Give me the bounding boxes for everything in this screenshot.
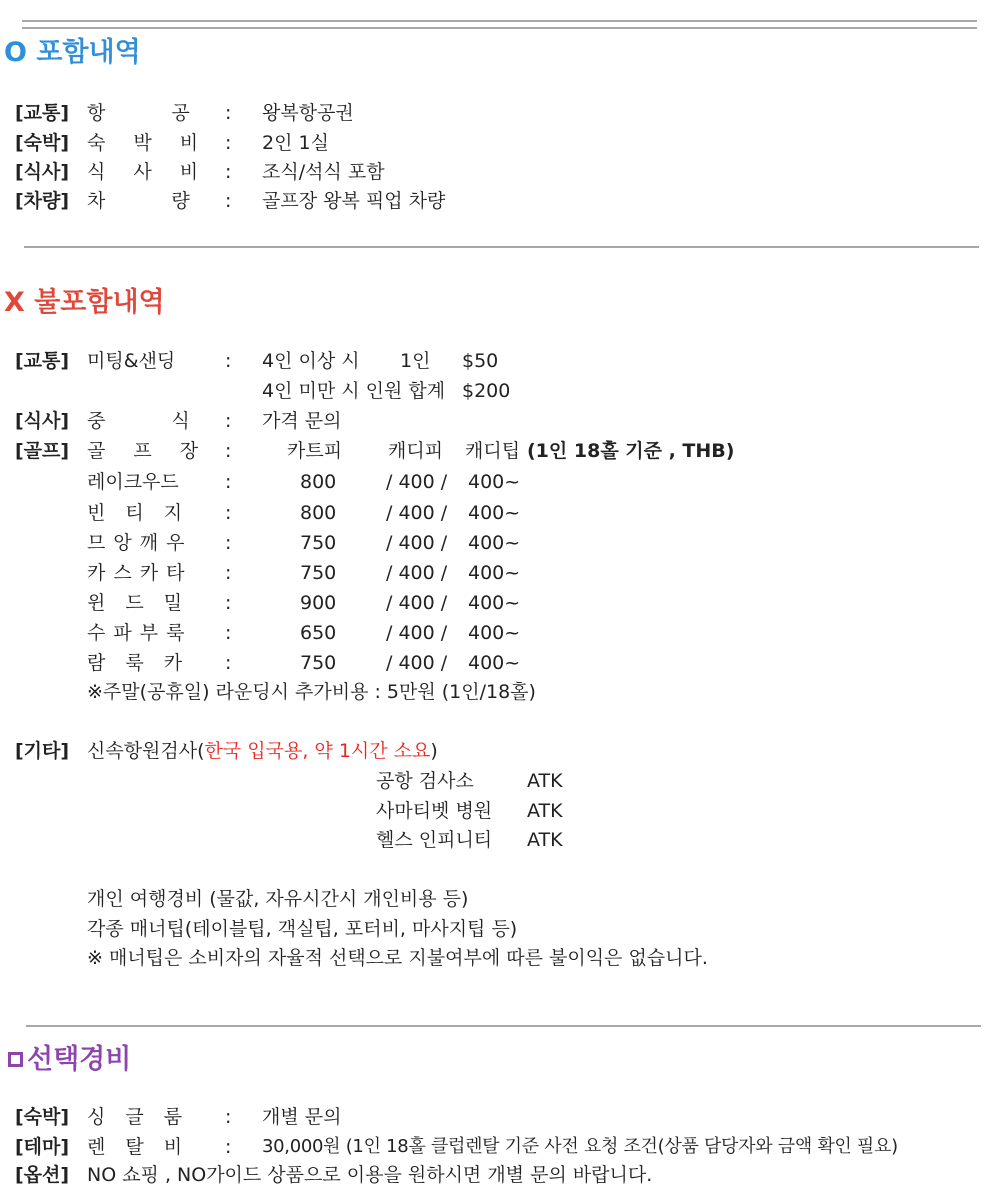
course-caddie-tip: 400~ <box>468 532 521 554</box>
colon: : <box>225 622 232 644</box>
course-cart-fee: 750 <box>300 652 337 674</box>
colon: : <box>225 471 232 493</box>
section-rule <box>24 246 979 248</box>
course-caddie-fee: / 400 / <box>386 471 448 493</box>
course-cart-fee: 650 <box>300 622 337 644</box>
course-caddie-tip: 400~ <box>468 471 521 493</box>
course-caddie-fee: / 400 / <box>386 592 448 614</box>
golf-col-tip: 캐디팁 <box>465 440 521 462</box>
excluded-tag: [골프] <box>15 440 70 462</box>
included-value: 왕복항공권 <box>262 102 354 124</box>
optional-item: 싱 글 룸 <box>87 1106 183 1128</box>
colon: : <box>225 410 232 432</box>
included-item: 항 공 <box>87 102 190 124</box>
course-cart-fee: 750 <box>300 532 337 554</box>
course-name: 레이크우드 <box>87 471 179 493</box>
test-place-name: 사마티벳 병원 <box>376 800 493 822</box>
golf-col-caddie: 캐디피 <box>388 440 444 462</box>
test-place-name: 공항 검사소 <box>376 770 474 792</box>
transport-price-1: $50 <box>462 350 499 372</box>
colon: : <box>225 161 232 183</box>
course-caddie-tip: 400~ <box>468 622 521 644</box>
course-name: 람 룩 카 <box>87 652 183 674</box>
included-item: 차 량 <box>87 190 190 212</box>
course-cart-fee: 800 <box>300 471 337 493</box>
golf-item: 골 프 장 <box>87 440 199 462</box>
course-name: 수 파 부 룩 <box>87 622 185 644</box>
course-caddie-tip: 400~ <box>468 562 521 584</box>
transport-price-2: $200 <box>462 380 511 402</box>
colon: : <box>225 190 232 212</box>
other-note: 각종 매너팁(테이블팁, 객실팁, 포터비, 마사지팁 등) <box>87 918 518 940</box>
included-item: 식 사 비 <box>87 161 199 183</box>
colon: : <box>225 440 232 462</box>
course-name: 윈 드 밀 <box>87 592 183 614</box>
optional-item: 렌 탈 비 <box>87 1136 183 1158</box>
excluded-tag: [교통] <box>15 350 70 372</box>
weekend-surcharge-note: ※주말(공휴일) 라운딩시 추가비용 : 5만원 (1인/18홀) <box>87 681 536 703</box>
other-note: 개인 여행경비 (물값, 자유시간시 개인비용 등) <box>87 888 469 910</box>
included-value: 골프장 왕복 픽업 차량 <box>262 190 446 212</box>
top-rule-1 <box>22 20 977 22</box>
section-rule <box>26 1025 981 1027</box>
course-cart-fee: 750 <box>300 562 337 584</box>
colon: : <box>225 592 232 614</box>
test-place-type: ATK <box>527 829 563 851</box>
included-tag: [교통] <box>15 102 70 124</box>
test-place-type: ATK <box>527 770 563 792</box>
colon: : <box>225 1136 232 1158</box>
included-title: O 포함내역 <box>4 37 141 68</box>
optional-value: 30,000원 (1인 18홀 클럽렌탈 기준 사전 요청 조건(상품 담당자와 금액 확인 필요) <box>262 1136 898 1157</box>
transport-cond-1: 4인 이상 시 <box>262 350 360 372</box>
course-caddie-tip: 400~ <box>468 592 521 614</box>
excluded-tag: [기타] <box>15 740 70 762</box>
rapid-test-label: 신속항원검사( <box>87 740 205 762</box>
course-name: 빈 티 지 <box>87 502 183 524</box>
course-caddie-fee: / 400 / <box>386 502 448 524</box>
course-caddie-fee: / 400 / <box>386 652 448 674</box>
rapid-test-close: ) <box>430 740 438 762</box>
optional-tag: [옵션] <box>15 1164 70 1186</box>
rapid-test-line <box>87 740 438 762</box>
included-tag: [숙박] <box>15 132 70 154</box>
course-caddie-fee: / 400 / <box>386 622 448 644</box>
excluded-tag: [식사] <box>15 410 70 432</box>
included-item: 숙 박 비 <box>87 132 199 154</box>
optional-tag: [숙박] <box>15 1106 70 1128</box>
course-cart-fee: 900 <box>300 592 337 614</box>
transport-unit-1: 1인 <box>400 350 431 372</box>
excluded-title: X 불포함내역 <box>4 287 165 318</box>
optional-value: NO 쇼핑 , NO가이드 상품으로 이용을 원하시면 개별 문의 바랍니다. <box>87 1164 653 1186</box>
meal-item: 중 식 <box>87 410 190 432</box>
course-caddie-tip: 400~ <box>468 652 521 674</box>
optional-tag: [테마] <box>15 1136 70 1158</box>
course-caddie-tip: 400~ <box>468 502 521 524</box>
golf-col-cart: 카트피 <box>287 440 343 462</box>
included-tag: [식사] <box>15 161 70 183</box>
optional-value: 개별 문의 <box>262 1106 342 1128</box>
test-place-name: 헬스 인피니티 <box>376 829 493 851</box>
colon: : <box>225 350 232 372</box>
included-value: 조식/석식 포함 <box>262 161 385 183</box>
colon: : <box>225 132 232 154</box>
course-cart-fee: 800 <box>300 502 337 524</box>
meal-value: 가격 문의 <box>262 410 342 432</box>
included-tag: [차량] <box>15 190 70 212</box>
colon: : <box>225 532 232 554</box>
top-rule-2 <box>22 27 977 29</box>
colon: : <box>225 562 232 584</box>
course-name: 므 앙 깨 우 <box>87 532 185 554</box>
course-caddie-fee: / 400 / <box>386 562 448 584</box>
square-bullet-icon <box>8 1052 23 1067</box>
optional-title-row <box>8 1037 131 1076</box>
other-note: ※ 매너팁은 소비자의 자율적 선택으로 지불여부에 따른 불이익은 없습니다. <box>87 947 708 969</box>
transport-cond-2: 4인 미만 시 인원 합계 <box>262 380 446 402</box>
course-name: 카 스 카 타 <box>87 562 185 584</box>
transport-item: 미팅&샌딩 <box>87 350 176 372</box>
optional-title: 선택경비 <box>27 1044 132 1075</box>
colon: : <box>225 102 232 124</box>
colon: : <box>225 502 232 524</box>
test-place-type: ATK <box>527 800 563 822</box>
course-caddie-fee: / 400 / <box>386 532 448 554</box>
colon: : <box>225 652 232 674</box>
golf-basis-note: (1인 18홀 기준 , THB) <box>527 440 735 462</box>
included-value: 2인 1실 <box>262 132 329 154</box>
colon: : <box>225 1106 232 1128</box>
rapid-test-detail: 한국 입국용, 약 1시간 소요 <box>204 740 431 762</box>
